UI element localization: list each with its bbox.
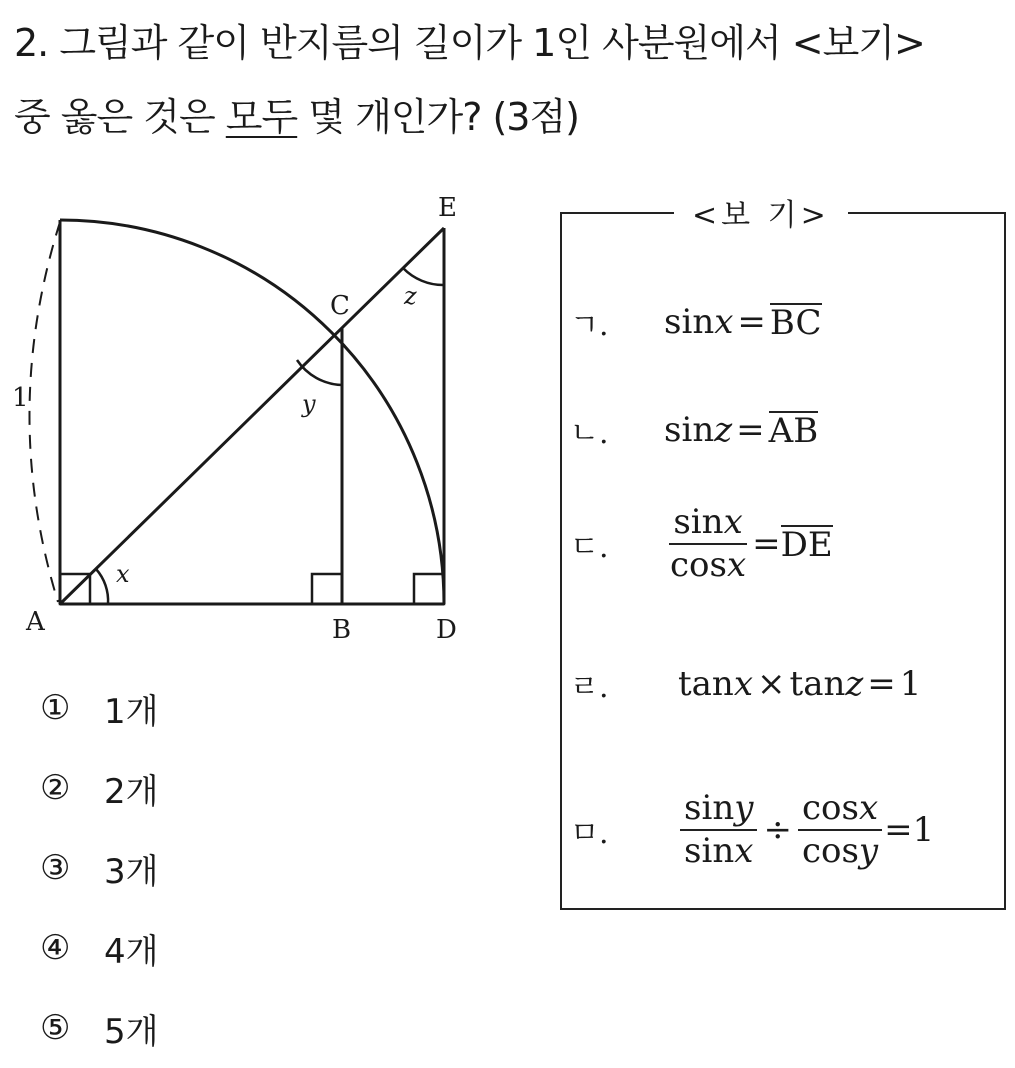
point-label-C: C bbox=[330, 291, 350, 321]
var-x: x bbox=[723, 502, 743, 542]
choice-4[interactable] bbox=[40, 908, 158, 988]
times-sign: × bbox=[757, 664, 786, 704]
angle-label-y: y bbox=[302, 390, 316, 418]
choice-text: 5개 bbox=[104, 1011, 159, 1052]
quarter-circle-figure bbox=[0, 180, 500, 650]
func-cos: cos bbox=[801, 788, 859, 828]
bogi-title: <보 기> bbox=[674, 190, 848, 234]
var-z: z bbox=[714, 410, 733, 450]
equals-sign: = bbox=[867, 664, 896, 704]
var-x: x bbox=[726, 545, 747, 586]
var-z: z bbox=[845, 664, 864, 704]
item-mark: ㅁ. bbox=[570, 816, 609, 852]
choice-text: 1개 bbox=[104, 691, 159, 732]
choice-number: ① bbox=[40, 688, 71, 728]
question-text-1: 2. 그림과 같이 반지름의 길이가 1인 사분원에서 <보기> bbox=[14, 21, 925, 65]
bogi-item-3 bbox=[570, 504, 833, 585]
var-x: x bbox=[858, 788, 879, 828]
item-mark: ㄹ. bbox=[570, 670, 609, 705]
func-sin: sin bbox=[664, 410, 715, 450]
point-label-B: B bbox=[332, 615, 352, 645]
angle-label-x: x bbox=[116, 560, 130, 588]
angle-arc-x bbox=[96, 569, 108, 604]
item-expression bbox=[664, 302, 822, 342]
bogi-item-2 bbox=[570, 408, 818, 452]
equals-sign: = bbox=[752, 524, 781, 565]
var-x: x bbox=[714, 302, 734, 342]
var-x: x bbox=[734, 831, 754, 872]
item-expression bbox=[664, 504, 833, 585]
item-mark: ㄴ. bbox=[570, 416, 609, 451]
question-text-2b: 몇 개인가? (3점) bbox=[297, 95, 579, 139]
choice-number: ③ bbox=[40, 848, 71, 888]
item-expression bbox=[678, 664, 921, 704]
choice-number: ② bbox=[40, 768, 71, 808]
func-sin: sin bbox=[673, 502, 724, 542]
choice-text: 3개 bbox=[104, 851, 159, 892]
choice-2[interactable] bbox=[40, 748, 158, 828]
point-label-E: E bbox=[438, 193, 457, 223]
right-angle-D bbox=[414, 574, 444, 604]
point-label-D: D bbox=[436, 615, 457, 645]
item-mark: ㄷ. bbox=[570, 530, 609, 566]
choice-text: 4개 bbox=[104, 931, 159, 972]
question-text-2a: 중 옳은 것은 bbox=[14, 95, 226, 139]
equals-sign: = bbox=[884, 810, 913, 851]
item-mark: ㄱ. bbox=[570, 308, 609, 343]
question-line-2 bbox=[14, 86, 579, 141]
bogi-item-4 bbox=[570, 662, 921, 706]
choice-number: ⑤ bbox=[40, 1008, 71, 1048]
choice-3[interactable] bbox=[40, 828, 158, 908]
fraction-siny-sinx bbox=[680, 790, 757, 871]
func-sin: sin bbox=[684, 788, 735, 828]
fraction-sinx-cosx bbox=[666, 504, 750, 585]
fraction-cosx-cosy bbox=[798, 790, 882, 871]
point-label-A: A bbox=[26, 607, 45, 637]
var-x: x bbox=[733, 664, 754, 704]
func-tan: tan bbox=[789, 664, 846, 704]
segment-DE: DE bbox=[780, 525, 833, 566]
item-expression bbox=[664, 410, 818, 450]
segment-AB: AB bbox=[768, 410, 819, 451]
length-label: 1 bbox=[12, 383, 29, 413]
line-AE bbox=[60, 228, 444, 604]
func-tan: tan bbox=[678, 664, 734, 704]
var-y: y bbox=[858, 831, 879, 872]
emphasis-all: 모두 bbox=[225, 95, 298, 139]
choice-number: ④ bbox=[40, 928, 71, 968]
func-sin: sin bbox=[664, 302, 715, 342]
right-angle-B bbox=[312, 574, 342, 604]
segment-BC: BC bbox=[769, 302, 822, 343]
choice-text: 2개 bbox=[104, 771, 159, 812]
angle-label-z: z bbox=[404, 282, 417, 310]
rhs-value: 1 bbox=[899, 664, 922, 704]
func-cos: cos bbox=[801, 831, 859, 872]
var-y: y bbox=[734, 788, 754, 828]
item-expression bbox=[678, 790, 934, 871]
choice-5[interactable] bbox=[40, 988, 158, 1068]
answer-choices bbox=[40, 668, 158, 1068]
bogi-item-5 bbox=[570, 790, 934, 871]
func-cos: cos bbox=[670, 545, 727, 586]
func-sin: sin bbox=[684, 831, 735, 872]
question-line-1 bbox=[14, 12, 925, 67]
rhs-value: 1 bbox=[912, 810, 935, 851]
bogi-item-1 bbox=[570, 300, 822, 344]
length-brace bbox=[29, 222, 60, 602]
choice-1[interactable] bbox=[40, 668, 158, 748]
equals-sign: = bbox=[736, 410, 765, 450]
equals-sign: = bbox=[737, 302, 766, 342]
divide-sign: ÷ bbox=[763, 810, 792, 851]
